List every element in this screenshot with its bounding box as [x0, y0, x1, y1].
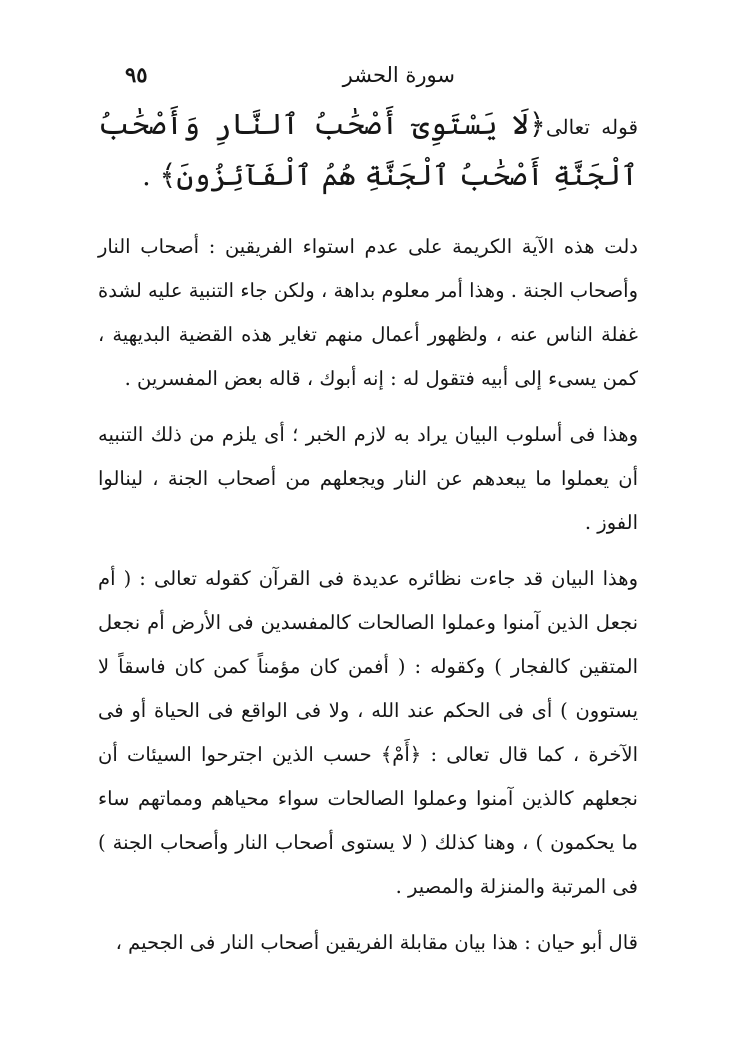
- quran-verse: ﴿لَا يَسْتَوِىٓ أَصْحَٰبُ ٱلنَّارِ وَأَصْحَٰبُ ٱلْجَنَّةِ أَصْحَٰبُ ٱلْجَنَّةِ هُمُ ٱلْفَآئِزُونَ﴾: [98, 107, 638, 192]
- paragraph-1: دلت هذه الآية الكريمة على عدم استواء الفريقين : أصحاب النار وأصحاب الجنة . وهذا أمر معلوم بداهة ، ولكن جاء التنبية عليه لشدة غفلة الناس عنه ، ولظهور أعمال منهم تغاير هذه القضية البديهية ، كمن يسىء إلى أبيه فتقول له : إنه أبوك ، قاله بعض المفسرين .: [98, 235, 638, 390]
- body-text: [98, 100, 638, 977]
- verse-paragraph: [98, 100, 638, 201]
- page-header: [100, 58, 635, 92]
- verse-intro: قوله تعالى: [545, 115, 638, 139]
- verse-end: .: [142, 161, 160, 192]
- paragraph-3: وهذا البيان قد جاءت نظائره عديدة فى القرآن كقوله تعالى : ( أم نجعل الذين آمنوا وعملوا الصالحات كالمفسدين فى الأرض أم نجعل المتقين كالفجار ) وكقوله : ( أفمن كان مؤمناً كمن كان فاسقاً لا يستوون ) أى فى الحكم عند الله ، ولا فى الواقع فى الحياة أو فى الآخرة ، كما قال تعالى : ﴿أَمْ﴾ حسب الذين اجترحوا السيئات أن نجعلهم كالذين آمنوا وعملوا الصالحات سواء محياهم ومماتهم ساء ما يحكمون ) ، وهنا كذلك ( لا يستوى أصحاب النار وأصحاب الجنة ) فى المرتبة والمنزلة والمصير .: [98, 567, 638, 898]
- paragraph-2: وهذا فى أسلوب البيان يراد به لازم الخبر ؛ أى يلزم من ذلك التنبيه أن يعملوا ما يبعدهم عن النار ويجعلهم من أصحاب الجنة ، لينالوا الفوز .: [98, 423, 638, 534]
- page-number: ٩٥: [125, 62, 148, 87]
- surah-title: سورة الحشر: [342, 63, 455, 87]
- paragraph-4: قال أبو حيان : هذا بيان مقابلة الفريقين أصحاب النار فى الجحيم ،: [115, 931, 638, 954]
